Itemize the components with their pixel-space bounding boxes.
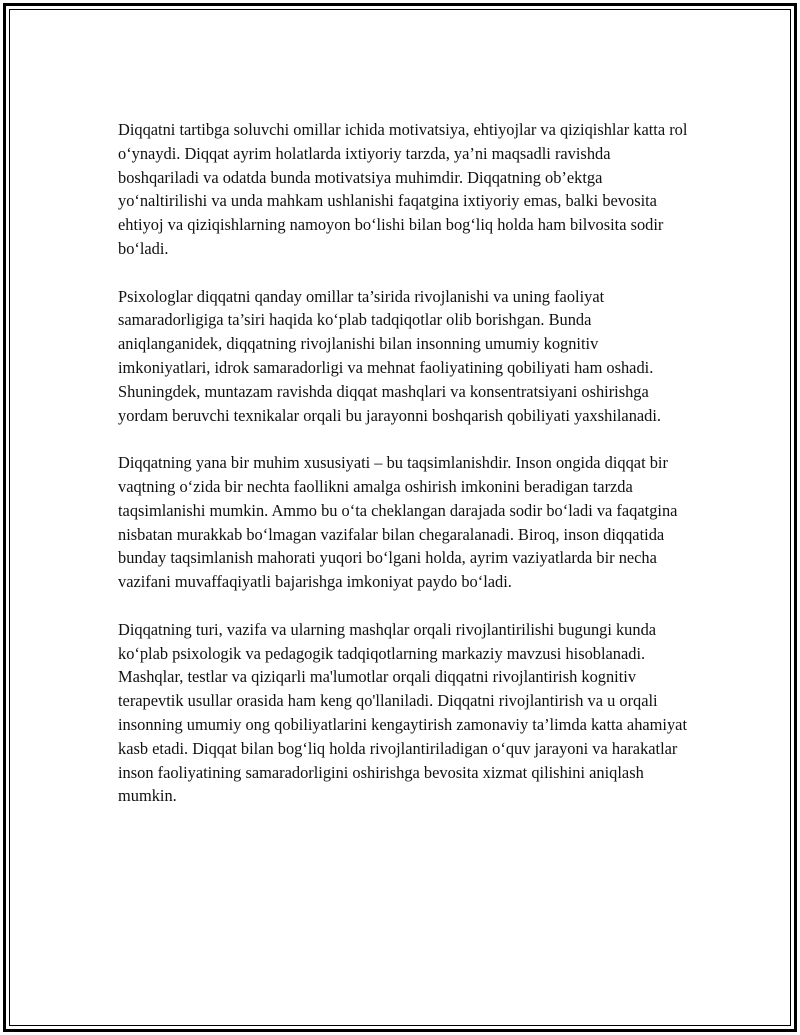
paragraph-2: Psixologlar diqqatni qanday omillar ta’sirida rivojlanishi va uning faoliyat samaradorligiga ta’siri haqida koʻplab tadqiqotlar olib borishgan. Bunda aniqlanganidek, diqqatning rivojlanishi bilan insonning umumiy kognitiv imkoniyatlari, idrok samaradorligi va mehnat faoliyatining qobiliyati ham oshadi. Shuningdek, muntazam ravishda diqqat mashqlari va konsentratsiyani oshirishga yordam beruvchi texnikalar orqali bu jarayonni boshqarish qobiliyati yaxshilanadi. [118,286,662,425]
document-body [118,118,688,832]
paragraph-1: Diqqatni tartibga soluvchi omillar ichida motivatsiya, ehtiyojlar va qiziqishlar katta rol oʻynaydi. Diqqat ayrim holatlarda ixtiyoriy tarzda, ya’ni maqsadli ravishda boshqariladi va odatda bunda motivatsiya muhimdir. Diqqatning ob’ektga yoʻnaltirilishi va unda mahkam ushlanishi faqatgina ixtiyoriy emas, balki bevosita ehtiyoj va qiziqishlarning namoyon boʻlishi bilan bogʻliq holda ham bilvosita sodir boʻladi. [118,120,688,258]
paragraph-3: Diqqatning yana bir muhim xususiyati – bu taqsimlanishdir. Inson ongida diqqat bir vaqtning oʻzida bir nechta faollikni amalga oshirish imkonini beradigan tarzda taqsimlanishi mumkin. Ammo bu oʻta cheklangan darajada sodir boʻladi va faqatgina nisbatan murakkab boʻlmagan vazifalar bilan chegaralanadi. Biroq, inson diqqatida bunday taqsimlanish mahorati yuqori boʻlgani holda, ayrim vaziyatlarda bir necha vazifani muvaffaqiyatli bajarishga imkoniyat paydo boʻladi. [118,453,678,592]
paragraph-4: Diqqatning turi, vazifa va ularning mashqlar orqali rivojlantirilishi bugungi kunda koʻplab psixologik va pedagogik tadqiqotlarning markaziy mavzusi hisoblanadi. Mashqlar, testlar va qiziqarli ma'lumotlar orqali diqqatni rivojlantirish kognitiv terapevtik usullar orasida ham keng qo'llaniladi. Diqqatni rivojlantirish va u orqali insonning umumiy ong qobiliyatlarini kengaytirish zamonaviy ta’limda katta ahamiyat kasb etadi. Diqqat bilan bogʻliq holda rivojlantiriladigan oʻquv jarayoni va harakatlar inson faoliyatining samaradorligini oshirishga bevosita xizmat qilishini aniqlash mumkin. [118,619,687,806]
